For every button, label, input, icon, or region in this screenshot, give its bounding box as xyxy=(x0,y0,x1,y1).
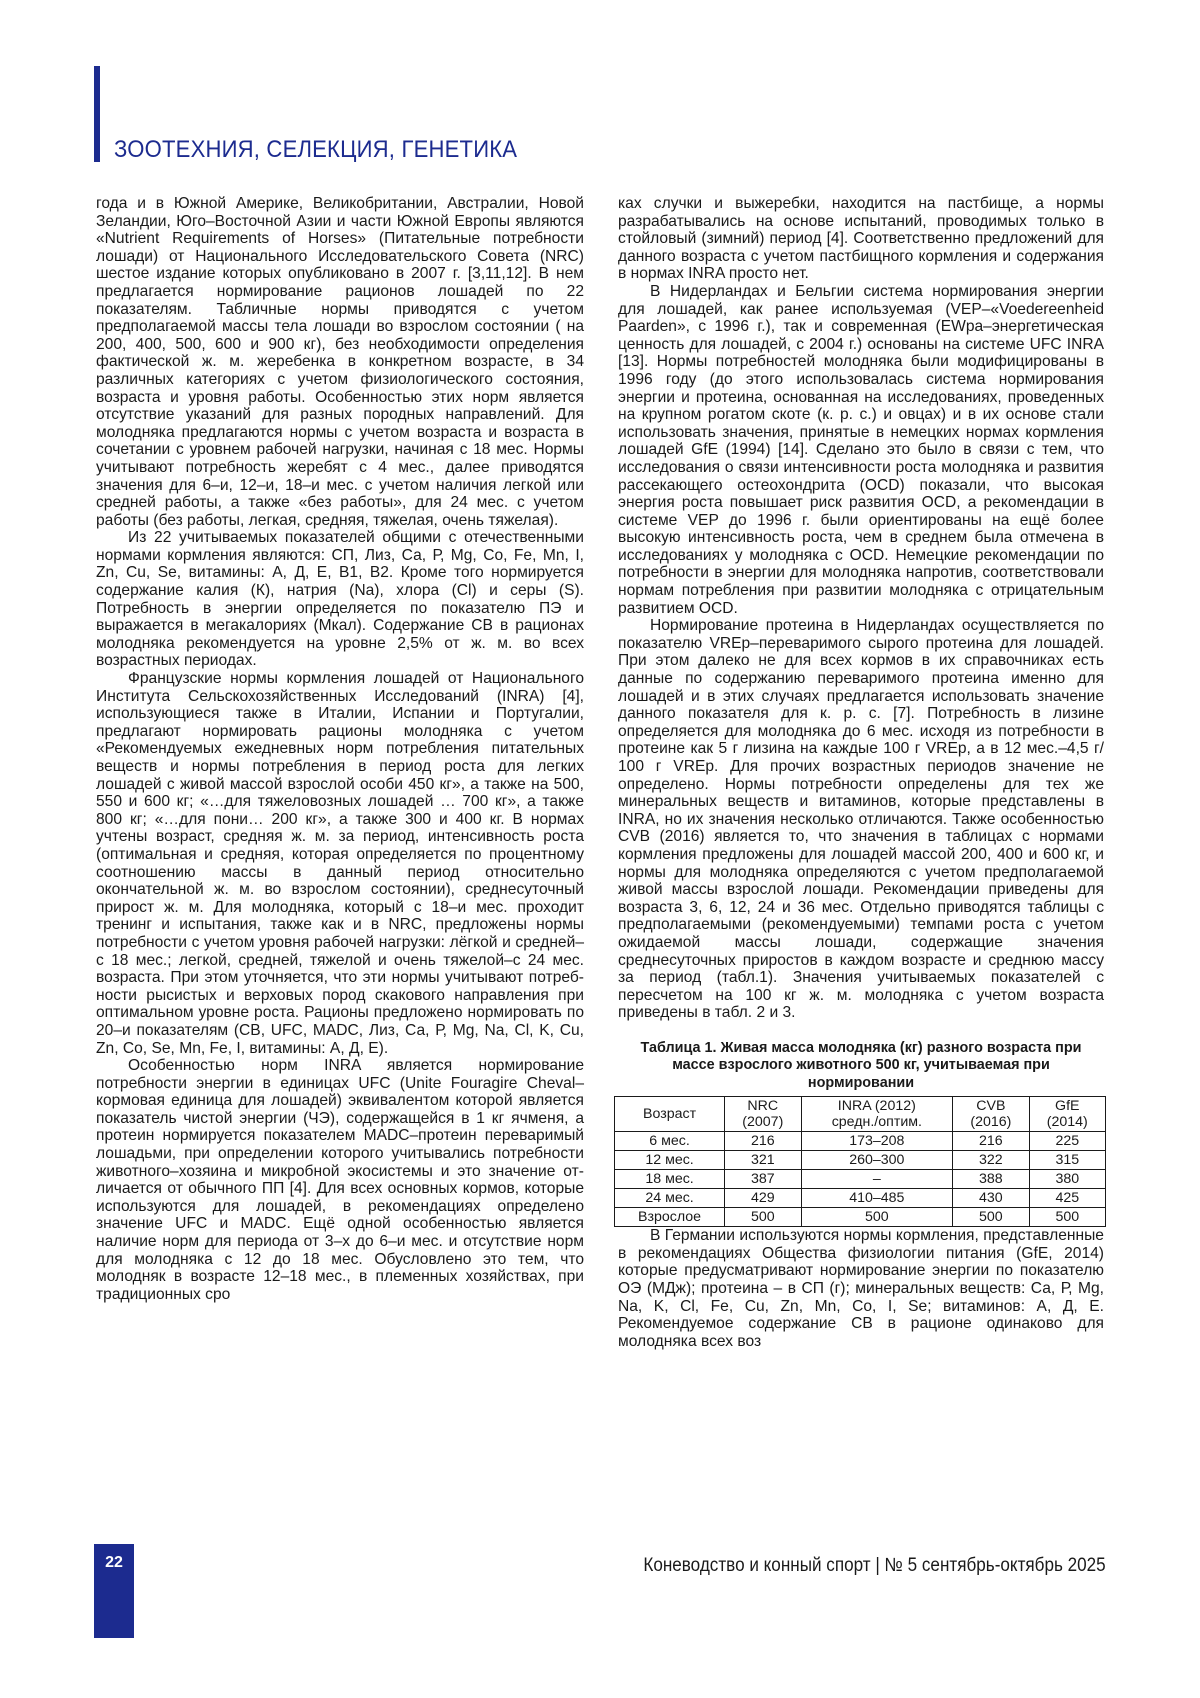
page-number-box xyxy=(94,1544,134,1638)
header-subtext: средн./оптим. xyxy=(831,1114,922,1131)
column-header-cvb xyxy=(953,1097,1029,1132)
header-subtext: (2016) xyxy=(970,1114,1012,1131)
table-cell: 322 xyxy=(953,1151,1029,1170)
paragraph: В Нидерландах и Бельгии система нормирования энергии для лошадей, как ранее используемая (VEP–«Voedereenheid Paarden», с 1996 г.), так и современная (EWpa–энергетическая ценность для лошадей, с 2004 г.) основаны на системе UFC INRA [13]. Нормы потребностей молодняка были модифицированы в 1996 году (до этого использовалась система нормирования энергии и протеина, основанная на исследованиях, проведенных на крупном рогатом скоте (к. р. с.) и овцах) и в их основе стали использовать значения, принятые в немецких нормах кормления лошадей GfE (1994) [14]. Сделано это было в связи с тем, что исследования о связи интенсивности роста молодняка и развития рассекающего остеохондрита (OCD) показали, что высокая энергия роста повышает риск развития OCD, а рекомендации в системе VEP до 1996 г. были ориентированы на ещё более высокую интенсивность роста, чем в среднем была отмечена в исследованиях у молодняка с OCD. Немецкие рекомендации по потребности в энергии для молодняка напротив, соответствовали нормам потребления при развитии молодняка с отрицательным развитием OCD. xyxy=(618,282,1104,617)
paragraph: В Германии используются нормы кормления, представленные в рекомендациях Общества физиологии питания (GfE, 2014) которые предусматривают нормирование энергии по показателю ОЭ (МДж); протеина – в СП (г); минеральных веществ: Са, Р, Mg, Na, K, Cl, Fe, Cu, Zn, Mn, Co, I, Se; витаминов: А, Д, Е. Рекомендуемое содержание СВ в рационе одинаково для молодняка всех воз xyxy=(618,1227,1104,1350)
table-cell: 173–208 xyxy=(801,1132,953,1151)
table-cell: 410–485 xyxy=(801,1189,953,1208)
table-cell: 6 мес. xyxy=(615,1132,725,1151)
table-cell: 500 xyxy=(801,1208,953,1227)
table-cell: 380 xyxy=(1029,1170,1105,1189)
table-cell: 216 xyxy=(725,1132,801,1151)
data-table xyxy=(614,1096,1106,1227)
table-cell: 321 xyxy=(725,1151,801,1170)
table-cell: 225 xyxy=(1029,1132,1105,1151)
paragraph: Нормирование протеина в Нидерландах осуществляется по показателю VREp–переваримого сырого протеина для лошадей. При этом далеко не для всех кормов в их справочниках есть данные по содержанию переваримого протеина именно для лошадей и в этих случаях предлагается использовать значение данного показателя для к. р. с. [7]. Потребность в лизине определяется для молодняка до 6 мес. исходя из потребности в протеине как 5 г лизина на каждые 100 г VREp, а в 12 мес.–4,5 г/ 100 г VREp. Для прочих возрастных периодов значение не определено. Нормы потребности определены для тех же минеральных веществ и витаминов, которые представлены в INRA, но их значения несколько отличаются. Также особенностью CVB (2016) является то, что значения в таблицах с нормами кормления предложены для лошадей массой 200, 400 и 600 кг, и нормы для молодняка определяются с учетом предполагаемой живой массы взрослой лошади. Рекомендации приведены для возраста 3, 6, 12, 24 и 36 мес. Отдельно приводятся таблицы с предполагаемыми (рекомендуемыми) темпами роста с учетом ожидаемой массы лошади, содержащие значения среднесуточных приростов в каждом возрасте и среднюю массу за период (табл.1). Значения учитываемых показателей с пересчетом на 100 кг ж. м. молодняка с учетом возраста приведены в табл. 2 и 3. xyxy=(618,617,1104,1022)
table-cell: – xyxy=(801,1170,953,1189)
table-row xyxy=(615,1151,1106,1170)
column-header-gfe xyxy=(1029,1097,1105,1132)
column-header-inra xyxy=(801,1097,953,1132)
header-text: CVB xyxy=(976,1098,1006,1115)
table-cell: 388 xyxy=(953,1170,1029,1189)
table-cell: 216 xyxy=(953,1132,1029,1151)
table-cell: 24 мес. xyxy=(615,1189,725,1208)
header-text: INRA (2012) xyxy=(837,1098,916,1115)
column-header-age xyxy=(615,1097,725,1132)
table-cell: 387 xyxy=(725,1170,801,1189)
paragraph: года и в Южной Америке, Великобритании, Австралии, Новой Зеландии, Юго–Восточной Азии и части Южной Европы являются «Nutrient Requirements of Horses» (Питательные потребности лошади) от Национального Исследовательского Совета (NRC) шестое издание которых опубликовано в 2007 г. [3,11,12]. В нем предлагается нормирование рационов лошадей по 22 показателям. Табличные нормы приводятся с учетом предполагаемой массы тела лошади во взрослом состоянии ( на 200, 400, 500, 600 и 900 кг), без необходимости определения фактической ж. м. жеребенка в конкретном возрасте, в 34 различных категориях с учетом физиологического состояния, возраста и уровня работы. Особенностью этих норм является отсутствие указаний для разных породных направлений. Для молодняка предлагаются нормы с учетом возраста и возраста в сочетании с уровнем рабочей нагрузки, начиная с 18 мес. Нормы учитывают потребность жеребят с 4 мес., далее приводятся значения для 6–и, 12–и, 18–и мес. с учетом наличия легкой или средней работы, а также «без работы», для 24 мес. с учетом работы (без работы, легкая, средняя, тяжелая, очень тяжелая). xyxy=(96,195,584,529)
table-row xyxy=(615,1208,1106,1227)
header-text: NRC xyxy=(747,1098,779,1115)
table-cell: 429 xyxy=(725,1189,801,1208)
section-title: ЗООТЕХНИЯ, СЕЛЕКЦИЯ, ГЕНЕТИКА xyxy=(114,136,518,163)
table-cell: 430 xyxy=(953,1189,1029,1208)
journal-footer: Коневодство и конный спорт | № 5 сентябрь-октябрь 2025 xyxy=(643,1555,1106,1576)
table-cell: 500 xyxy=(953,1208,1029,1227)
table-cell: Взрослое xyxy=(615,1208,725,1227)
header-text: GfE xyxy=(1055,1098,1080,1115)
table-caption: Таблица 1. Живая масса молодняка (кг) разного возраста при массе взрослого животного 500 кг, учитываемая при нормировании xyxy=(640,1039,1082,1091)
paragraph: Французские нормы кормления лошадей от Национального Института Сельскохозяйственных Исследований (INRA) [4], использующиеся также в Италии, Испании и Португалии, предлагают нормировать рационы молодняка с учетом «Рекомендуемых ежедневных норм потребления питательных веществ и нормы потребления в период роста для легких лошадей с живой массой взрослой особи 450 кг», а также на 500, 550 и 600 кг; «…для тяжеловозных лошадей … 700 кг», а также 800 кг; «…для пони… 200 кг», а также 300 и 400 кг. В нормах учтены возраст, средняя ж. м. за период, интенсивность роста (оптимальная и средняя, которая определяется по процентному соотношению массы в данный период относительно окончательной ж. м. во взрослом состоянии), среднесуточный прирост ж. м. Для молодняка, который с 18–и мес. проходит тренинг и испытания, также как и в NRC, предложены нормы потребности с учетом уровня рабочей нагрузки: лёгкой и средней–с 18 мес.; легкой, средней, тяжелой и очень тяжелой–с 24 мес. возраста. При этом уточняется, что эти нормы учитывают потребности рысистых и верховых пород скакового направления при оптимальном уровне роста. Рационы предложено нормировать по 20–и показателям (СВ, UFC, MADC, Лиз, Са, Р, Mg, Na, Cl, K, Cu, Zn, Co, Se, Mn, Fe, I, витамины: А, Д, Е). xyxy=(96,670,584,1057)
right-column xyxy=(618,195,1104,1350)
left-column xyxy=(96,195,584,1303)
table-row xyxy=(615,1132,1106,1151)
header-subtext: (2014) xyxy=(1046,1114,1088,1131)
table-cell: 315 xyxy=(1029,1151,1105,1170)
column-header-nrc xyxy=(725,1097,801,1132)
paragraph: Из 22 учитываемых показателей общими с отечественными нормами кормления являются: СП, Лиз, Са, Р, Mg, Со, Fe, Mn, I, Zn, Cu, Se, витамины: А, Д, Е, В1, В2. Кроме того нормируется содержание калия (К), натрия (Na), хлора (Cl) и серы (S). Потребность в энергии определяется по показателю ПЭ и выражается в мегакалориях (Мкал). Содержание СВ в рационах молодняка рекомендуется на уровне 2,5% от ж. м. во всех возрастных периодах. xyxy=(96,529,584,670)
table-cell: 425 xyxy=(1029,1189,1105,1208)
table-row xyxy=(615,1189,1106,1208)
header-subtext: (2007) xyxy=(742,1114,784,1131)
paragraph: Особенностью норм INRA является нормирование потребности энергии в единицах UFC (Unite Fouragire Cheval–кормовая единица для лошадей) эквивалентом которой является показатель чистой энергии (ЧЭ), содержащейся в 1 кг ячменя, а протеин нормируется показателем MADC–протеин переваримый лошадьми, при определении которого учитывались потребности животного–хозяина и микробной экосистемы и это значение отличается от обычного ПП [4]. Для всех основных кормов, которые используются для лошадей, в рекомендациях определено значение UFC и MADC. Ещё одной особенностью является наличие норм для периода от 3–х до 6–и мес. и отсутствие норм для молодняка с 12 до 18 мес. Обусловлено это тем, что молодняк в возрасте 12–18 мес., в племенных хозяйствах, при традиционных сро xyxy=(96,1057,584,1303)
table-header-row xyxy=(615,1097,1106,1132)
table-cell: 18 мес. xyxy=(615,1170,725,1189)
table-cell: 500 xyxy=(725,1208,801,1227)
header-text: Возраст xyxy=(643,1106,697,1123)
paragraph: ках случки и выжеребки, находится на пастбище, а нормы разрабатывались на основе испытаний, проводимых только в стойловый (зимний) период [4]. Соответственно предложений для данного возраста с учетом пастбищного кормления и содержания в нормах INRA просто нет. xyxy=(618,195,1104,283)
header-accent-bar xyxy=(94,66,100,162)
table-cell: 12 мес. xyxy=(615,1151,725,1170)
table-cell: 500 xyxy=(1029,1208,1105,1227)
table-cell: 260–300 xyxy=(801,1151,953,1170)
page-number: 22 xyxy=(105,1554,123,1571)
table-row xyxy=(615,1170,1106,1189)
